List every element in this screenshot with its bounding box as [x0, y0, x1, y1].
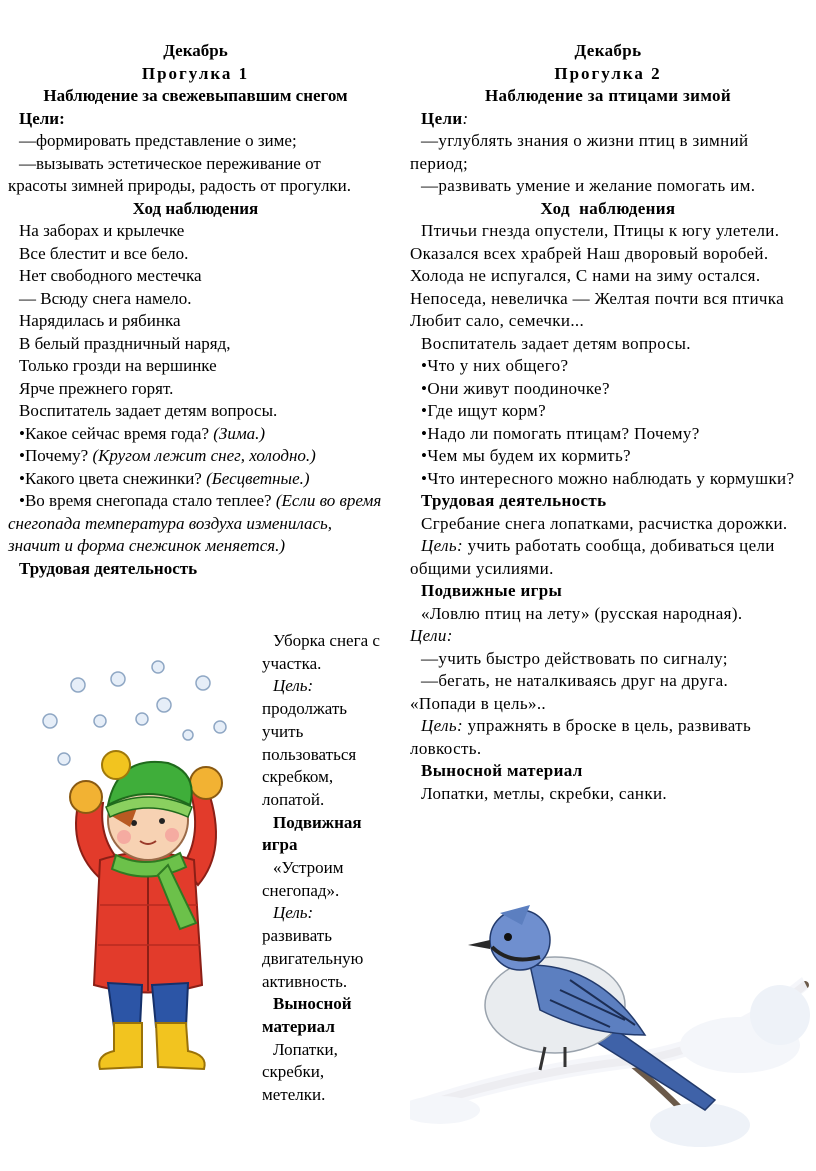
- child-in-snow-illustration: [38, 655, 252, 1075]
- left-poem-line: Только грозди на вершинке: [19, 356, 217, 375]
- left-goal-1: —формировать представление о зиме;: [19, 131, 297, 150]
- left-poem-line: На заборах и крылечке: [19, 221, 185, 240]
- left-material-title: Выносной материал: [262, 994, 352, 1036]
- left-game-name: «Устроим снегопад».: [262, 858, 344, 900]
- left-poem-line: — Всюду снега намело.: [19, 288, 192, 308]
- right-game-1-goals-label: Цели:: [410, 626, 453, 645]
- right-question: •Чем мы будем их кормить?: [421, 446, 631, 465]
- left-goal-2: —вызывать эстетическое переживание от красоты зимней природы, радость от прогулки.: [8, 153, 352, 195]
- left-game-title: Подвижная игра: [262, 812, 362, 855]
- right-material-title: Выносной материал: [421, 761, 583, 780]
- right-game-1-goal: —бегать, не наталкиваясь друг на друга.: [421, 671, 729, 690]
- left-poem-line: В белый праздничный наряд,: [19, 333, 231, 353]
- left-question: •Во время снегопада стало теплее? (Если во время снегопада температура воздуха изменилась, значит и форма снежинок меняется.): [8, 491, 382, 555]
- left-question: •Какое сейчас время года? (Зима.): [19, 423, 266, 443]
- left-question: •Какого цвета снежинки? (Бесцветные.): [19, 468, 310, 488]
- right-question: •Надо ли помогать птицам? Почему?: [421, 423, 700, 443]
- right-game-1-goal: —учить быстро действовать по сигналу;: [421, 648, 728, 668]
- left-walk-title: Прогулка 1: [141, 63, 250, 83]
- right-labor-title: Трудовая деятельность: [421, 491, 607, 510]
- right-material-text: Лопатки, метлы, скребки, санки.: [421, 783, 668, 803]
- right-walk-title: Прогулка 2: [554, 63, 662, 83]
- left-progress-title: Ход наблюдения: [132, 198, 259, 218]
- left-month: Декабрь: [163, 41, 228, 60]
- left-labor-text: Уборка снега с участка.: [262, 631, 380, 673]
- left-material-text: Лопатки, скребки, метелки.: [262, 1039, 338, 1105]
- right-poem: Птичьи гнезда опустели, Птицы к югу улетели. Оказался всех храбрей Наш дворовый воробей. Холода не испугался, С нами на зиму остался. Непоседа, невеличка — Желтая почти вся птичка Любит сало, семечки...: [410, 221, 785, 330]
- right-goals-label: Цели:: [421, 108, 469, 128]
- right-question: •Где ищут корм?: [421, 401, 547, 420]
- right-question: •Что у них общего?: [421, 356, 569, 375]
- right-game-2: «Попади в цель»..: [410, 693, 547, 713]
- left-game-goal: Цель: развивать двигательную активность.: [262, 903, 364, 991]
- left-activities-block: [262, 630, 387, 1107]
- right-labor-text: Сгребание снега лопатками, расчистка дорожки.: [421, 513, 788, 533]
- right-question: •Что интересного можно наблюдать у кормушки?: [421, 468, 795, 488]
- snowflakes: [43, 661, 226, 765]
- right-question: •Они живут поодиночке?: [421, 378, 610, 398]
- right-goal-1: —углублять знания о жизни птиц в зимний период;: [410, 131, 749, 173]
- right-column: [410, 40, 806, 805]
- left-poem-line: Нарядилась и рябинка: [19, 311, 181, 330]
- left-column: [8, 40, 383, 580]
- right-goal-2: —развивать умение и желание помогать им.: [421, 176, 756, 195]
- right-game-1: «Ловлю птиц на лету» (русская народная).: [421, 603, 743, 623]
- left-question: •Почему? (Кругом лежит снег, холодно.): [19, 446, 316, 465]
- left-labor-goal: Цель: продолжать учить пользоваться скребком, лопатой.: [262, 676, 357, 809]
- right-month: Декабрь: [574, 41, 642, 60]
- right-labor-goal: Цель: учить работать сообща, добиваться цели общими усилиями.: [410, 536, 775, 578]
- right-teacher-asks: Воспитатель задает детям вопросы.: [421, 333, 691, 353]
- left-poem-line: Все блестит и все бело.: [19, 243, 189, 263]
- left-topic: Наблюдение за свежевыпавшим снегом: [43, 86, 348, 105]
- right-game-2-goal: Цель: упражнять в броске в цель, развивать ловкость.: [410, 716, 752, 758]
- blue-jay-on-branch-illustration: [410, 895, 810, 1155]
- left-goals-label: Цели:: [19, 108, 65, 128]
- right-progress-title: Ход наблюдения: [540, 198, 676, 218]
- left-poem-line: Нет свободного местечка: [19, 266, 202, 285]
- right-games-title: Подвижные игры: [421, 581, 563, 600]
- left-labor-title: Трудовая деятельность: [19, 558, 198, 578]
- left-poem-line: Ярче прежнего горят.: [19, 378, 174, 398]
- right-topic: Наблюдение за птицами зимой: [484, 86, 732, 105]
- left-teacher-asks: Воспитатель задает детям вопросы.: [19, 401, 278, 420]
